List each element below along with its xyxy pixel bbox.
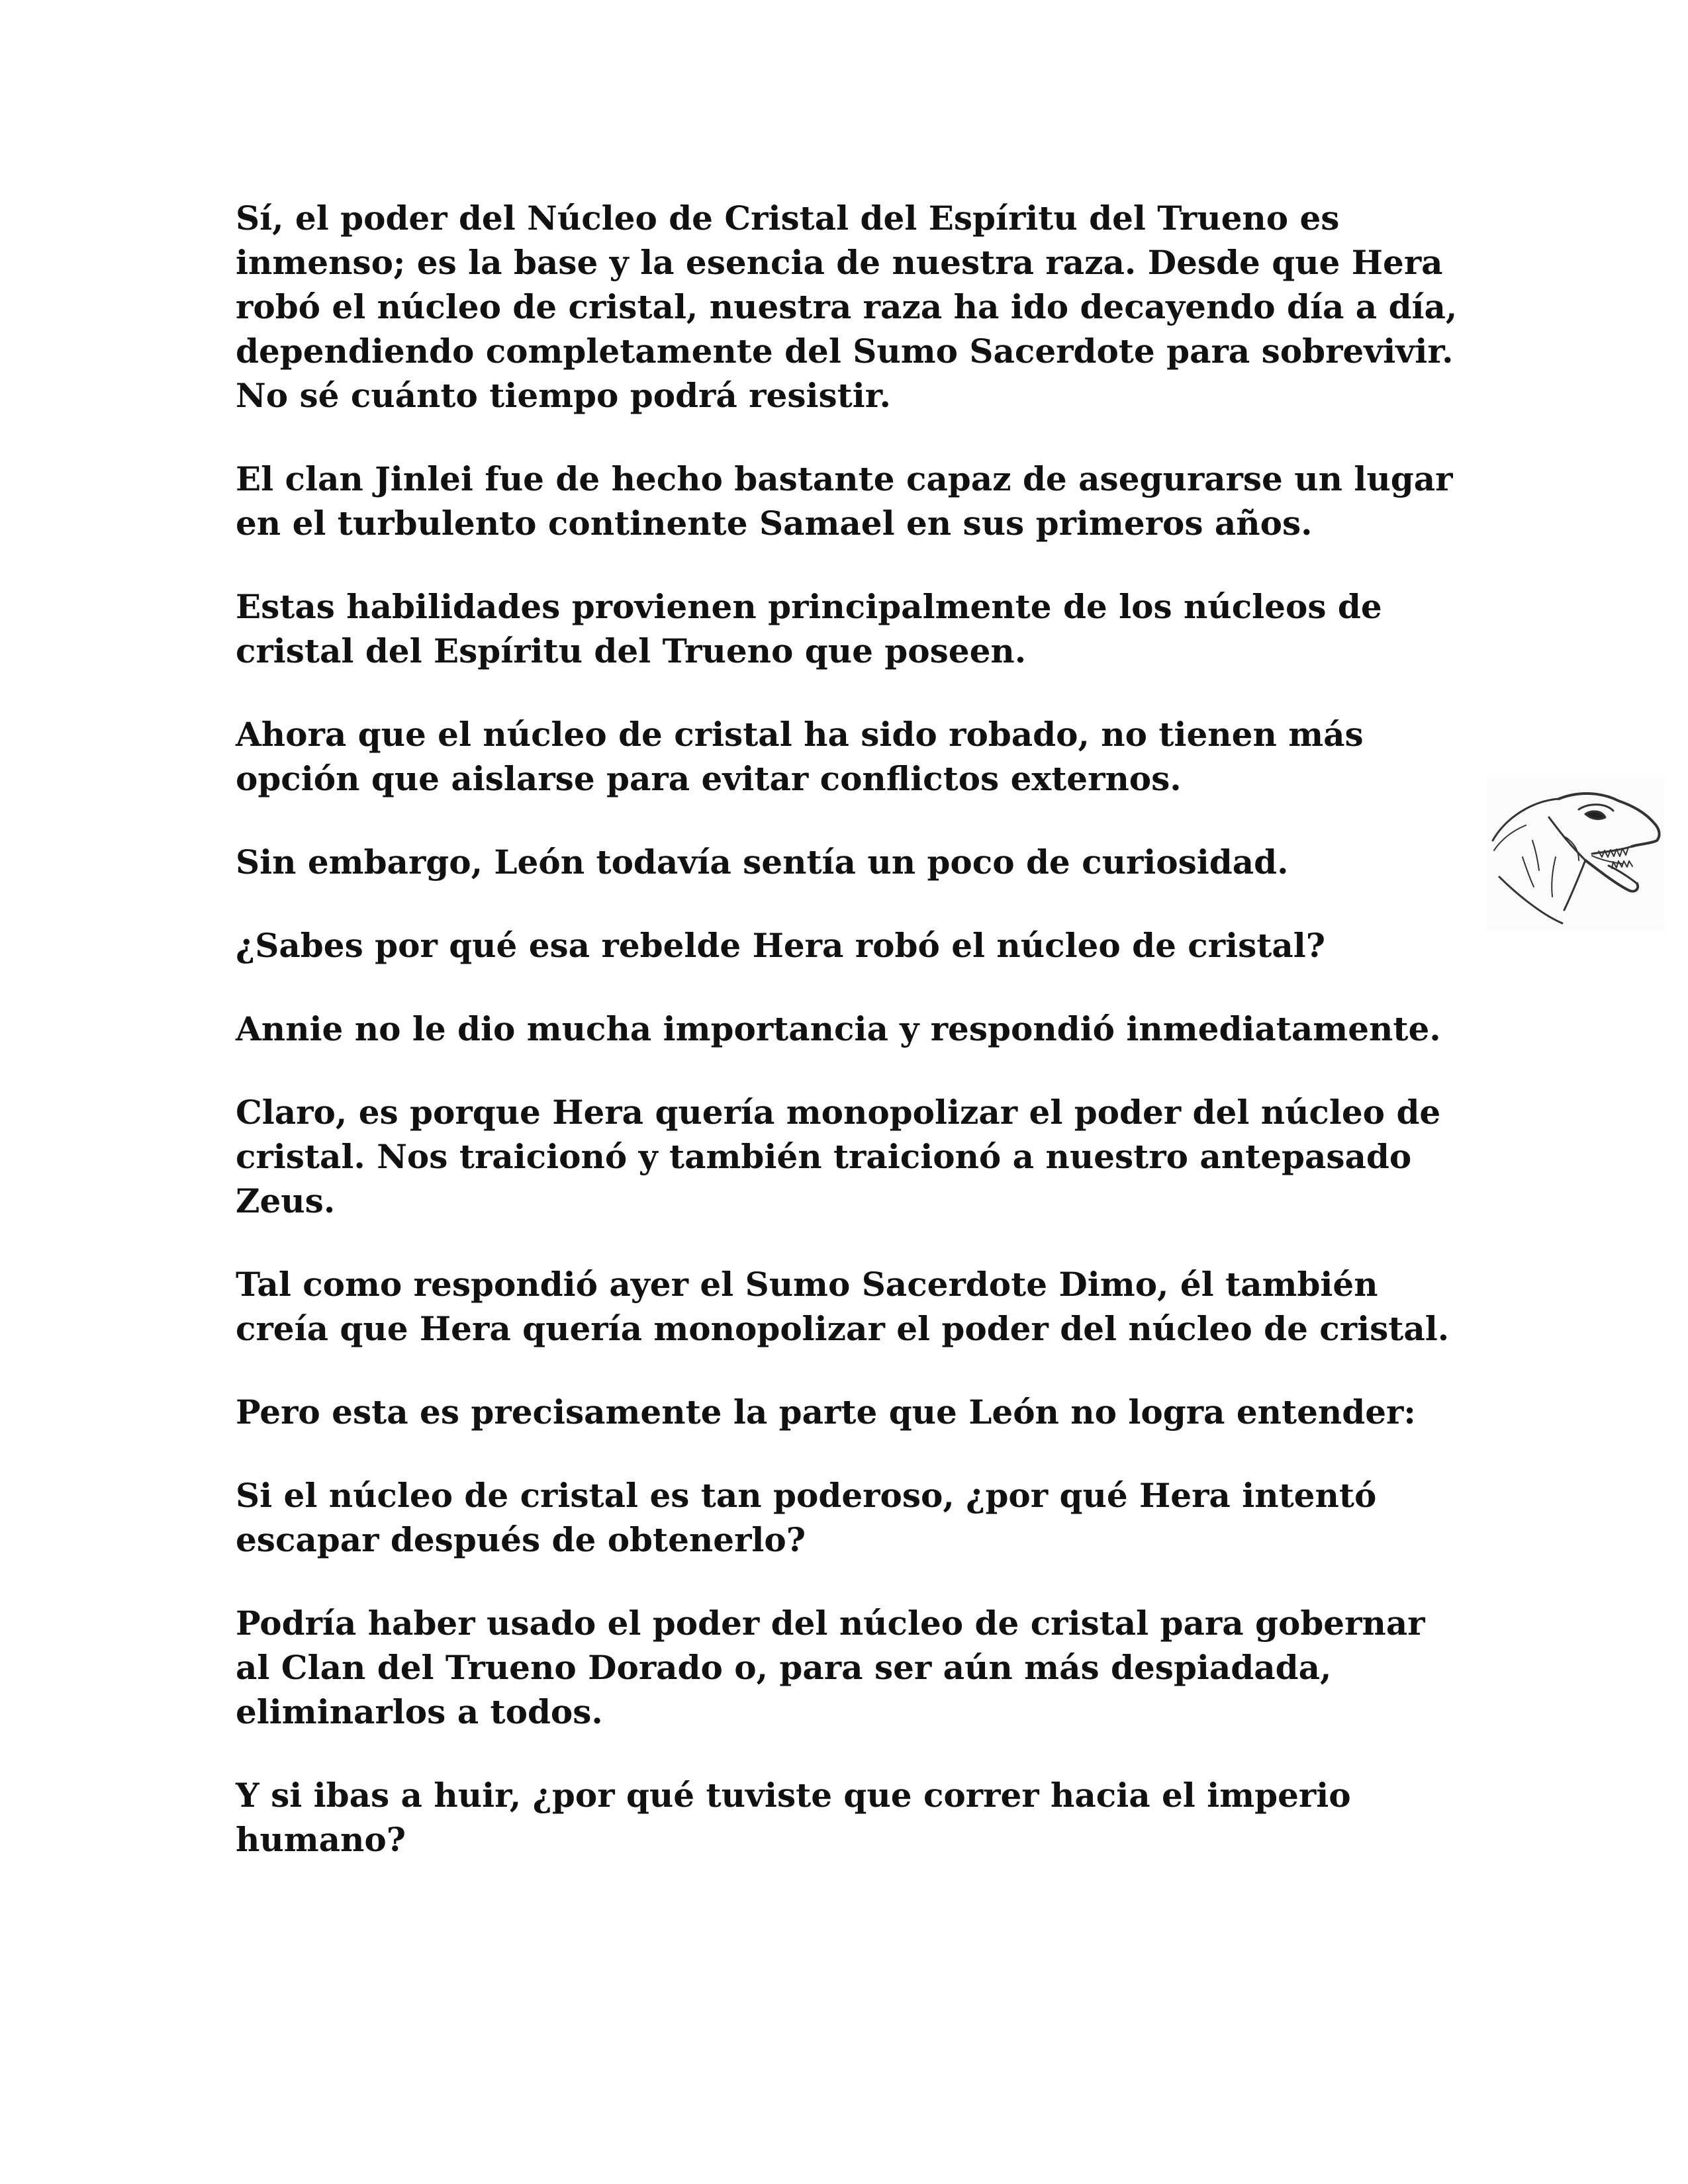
body-text	[236, 196, 1467, 1901]
paragraph: Ahora que el núcleo de cristal ha sido robado, no tienen más opción que aislarse para evitar conflictos externos.	[236, 715, 1364, 798]
paragraph: Si el núcleo de cristal es tan poderoso, ¿por qué Hera intentó escapar después de obtenerlo?	[236, 1476, 1377, 1559]
paragraph: Claro, es porque Hera quería monopolizar el poder del núcleo de cristal. Nos traicionó y también traicionó a nuestro antepasado Zeus.	[236, 1093, 1441, 1220]
paragraph: Annie no le dio mucha importancia y respondió inmediatamente.	[236, 1009, 1441, 1048]
paragraph: Y si ibas a huir, ¿por qué tuviste que correr hacia el imperio humano?	[236, 1776, 1351, 1859]
paragraph: Podría haber usado el poder del núcleo de cristal para gobernar al Clan del Trueno Dorado o, para ser aún más despiadada, eliminarlos a todos.	[236, 1604, 1425, 1731]
paragraph: Tal como respondió ayer el Sumo Sacerdote Dimo, él también creía que Hera quería monopolizar el poder del núcleo de cristal.	[236, 1265, 1450, 1348]
dinosaur-head-sketch-icon	[1486, 778, 1665, 930]
paragraph: Sí, el poder del Núcleo de Cristal del Espíritu del Trueno es inmenso; es la base y la esencia de nuestra raza. Desde que Hera robó el núcleo de cristal, nuestra raza ha ido decayendo día a día, dependiendo completamente del Sumo Sacerdote para sobrevivir. No sé cuánto tiempo podrá resistir.	[236, 199, 1458, 415]
paragraph: El clan Jinlei fue de hecho bastante capaz de asegurarse un lugar en el turbulento continente Samael en sus primeros años.	[236, 459, 1453, 543]
paragraph: Sin embargo, León todavía sentía un poco de curiosidad.	[236, 842, 1289, 882]
paragraph: Pero esta es precisamente la parte que León no logra entender:	[236, 1392, 1416, 1432]
paragraph: ¿Sabes por qué esa rebelde Hera robó el núcleo de cristal?	[236, 926, 1326, 965]
paragraph: Estas habilidades provienen principalmente de los núcleos de cristal del Espíritu del Trueno que poseen.	[236, 587, 1382, 670]
